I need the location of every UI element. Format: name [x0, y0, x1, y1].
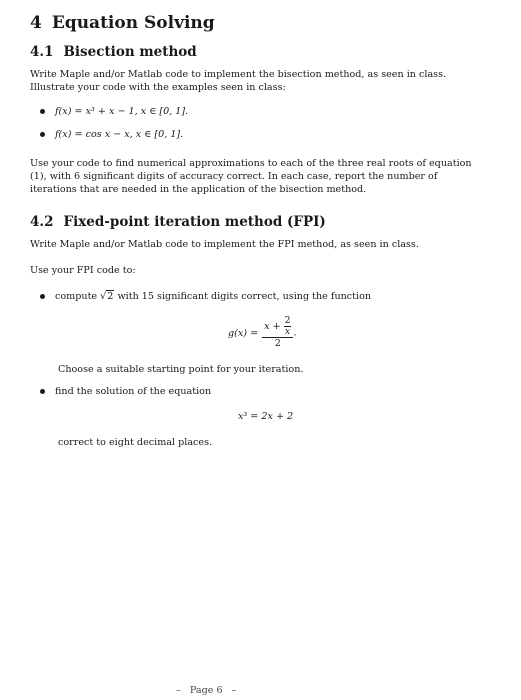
inner-numerator: 2	[284, 316, 291, 326]
bisection-para-line3: iterations that are needed in the application of the bisection method.	[30, 184, 367, 195]
page-number: Page 6	[189, 685, 223, 696]
inner-fraction	[284, 316, 292, 337]
subsection-title: Bisection method	[63, 44, 197, 60]
fpi-intro: Write Maple and/or Matlab code to implement the FPI method, as seen in class.	[30, 239, 419, 250]
bisection-intro-line2: Illustrate your code with the examples seen in class:	[30, 82, 286, 93]
fraction-numerator	[262, 316, 293, 338]
inner-denominator: x	[285, 327, 291, 337]
item-equation-text: find the solution of the equation	[55, 386, 212, 397]
item-sqrt-prefix: compute	[55, 291, 101, 302]
equation-period: .	[293, 327, 297, 339]
example-1-text: f(x) = x³ + x − 1, x ∈ [0, 1].	[55, 106, 189, 117]
numerator-x: x +	[264, 321, 281, 332]
bisection-example-1	[40, 106, 188, 117]
bullet-icon	[40, 109, 45, 114]
subsection-heading-bisection	[30, 44, 197, 60]
equation-fraction	[262, 316, 293, 350]
subsection-title: Fixed-point iteration method (FPI)	[63, 214, 326, 230]
fpi-item-sqrt	[40, 291, 371, 302]
bullet-icon	[40, 389, 45, 394]
fpi-equation-2: x³ = 2x + 2	[238, 411, 294, 422]
bisection-intro-line1: Write Maple and/or Matlab code to implement the bisection method, as seen in class.	[30, 69, 447, 80]
fraction-denominator: 2	[274, 338, 281, 349]
sqrt-radicand: 2	[107, 291, 114, 302]
section-number: 4	[30, 13, 42, 33]
fpi-equation-g	[228, 316, 297, 350]
bullet-icon	[40, 132, 45, 137]
footer-dash-right: –	[231, 685, 237, 696]
footer-dash-left: –	[176, 685, 181, 696]
section-heading	[30, 13, 215, 33]
fpi-closing: correct to eight decimal places.	[58, 437, 213, 448]
fpi-item-equation	[40, 386, 211, 397]
equation-lhs: g(x) =	[228, 327, 259, 339]
page-footer	[176, 685, 236, 696]
bisection-para-line1: Use your code to find numerical approximations to each of the three real roots of equation	[30, 158, 472, 169]
bullet-icon	[40, 294, 45, 299]
example-2-text: f(x) = cos x − x, x ∈ [0, 1].	[55, 129, 184, 140]
subsection-number: 4.1	[30, 44, 54, 60]
subsection-heading-fpi	[30, 214, 326, 230]
sqrt-symbol: √2	[100, 291, 114, 302]
bisection-para-line2: (1), with 6 significant digits of accuracy correct. In each case, report the number of	[30, 171, 438, 182]
section-title: Equation Solving	[51, 13, 215, 33]
subsection-number: 4.2	[30, 214, 54, 230]
fpi-use-line: Use your FPI code to:	[30, 265, 136, 276]
item-sqrt-suffix: with 15 significant digits correct, using the function	[114, 291, 372, 302]
fpi-starting-point: Choose a suitable starting point for your iteration.	[58, 364, 304, 375]
bisection-example-2	[40, 129, 183, 140]
